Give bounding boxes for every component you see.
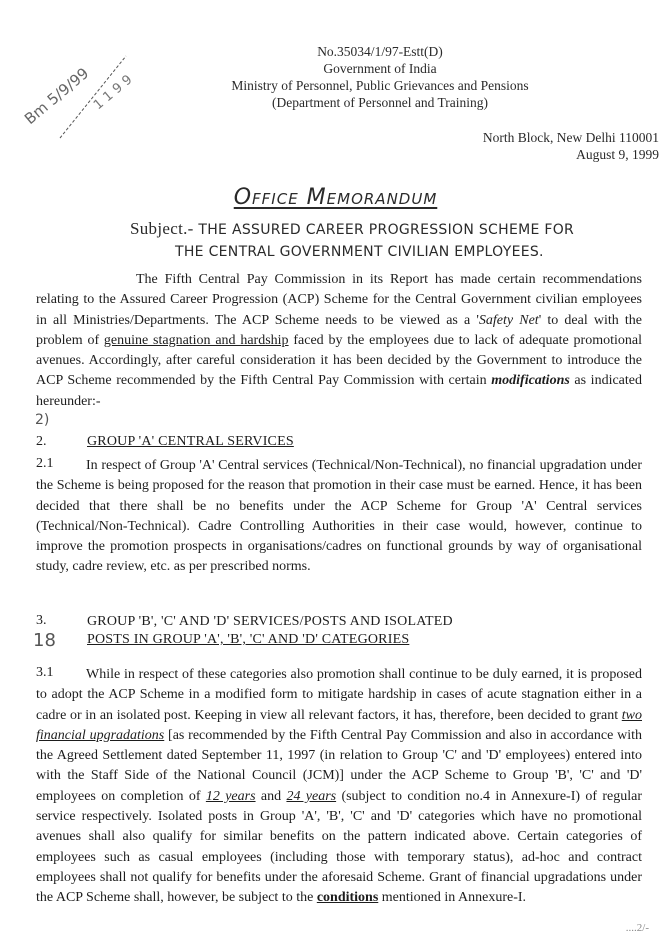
section-2-number: 2.	[36, 434, 47, 449]
handwritten-margin-number: 18	[33, 630, 56, 651]
initials-text: Bm 5/9/99	[21, 64, 93, 129]
government-name: Government of India	[323, 61, 437, 76]
modifications-term: modifications	[491, 373, 570, 389]
twelve-years-term: 12 years	[205, 788, 256, 804]
two-financial-upgradations-term: two financial upgradations	[36, 707, 642, 743]
section-2-1-paragraph: In respect of Group 'A' Central services (Technical/Non-Technical), no financial upgradation under the Scheme is being proposed for the reason that promotion in their case must be earned. Hence, it has been decided that there shall be no benefits under the ACP Scheme for Group 'A' Central services (Technical/Non-Technical). Cadre Controlling Authorities in their case would, however, continue to improve the promotion prospects in organisations/cadres on functional grounds by way of organisational study, cadre review, etc. as per prescribed norms.	[36, 458, 642, 575]
genuine-stagnation-term: genuine stagnation and hardship	[103, 332, 289, 348]
safety-net-term: Safety Net	[478, 312, 539, 328]
handwritten-initials-stamp	[8, 40, 158, 150]
ministry-name: Ministry of Personnel, Public Grievances and Pensions	[231, 78, 529, 93]
memo-date: August 9, 1999	[576, 147, 659, 162]
page-continuation: ....2/-	[625, 922, 649, 934]
intro-paragraph: The Fifth Central Pay Commission in its Report has made certain recommendations relating to the Assured Career Progression (ACP) Scheme for the Central Government civilian employees in all Ministries/Departments. The ACP Scheme needs to be viewed as a 'Safety Net' to deal with the problem of genuine stagnation and hardship faced by the employees due to lack of adequate promotional avenues. Accordingly, after careful consideration it has been decided by the Government to introduce the ACP Scheme recommended by the Fifth Central Pay Commission with certain modifications as indicated hereunder:-	[36, 272, 642, 409]
section-3-number: 3.	[36, 613, 47, 628]
twenty-four-years-term: 24 years	[286, 788, 337, 804]
office-address: North Block, New Delhi 110001	[482, 130, 659, 145]
subject-line-1: THE ASSURED CAREER PROGRESSION SCHEME FOR	[198, 222, 575, 238]
department-name: (Department of Personnel and Training)	[272, 95, 488, 110]
subject-label: Subject.-	[130, 219, 194, 238]
conditions-term: conditions	[316, 890, 379, 906]
section-3-1-number: 3.1	[36, 665, 54, 680]
section-3-heading-line-2: POSTS IN GROUP 'A', 'B', 'C' AND 'D' CATEGORIES	[87, 632, 410, 647]
document-title: Office Memorandum	[233, 185, 438, 210]
section-2-1-number: 2.1	[36, 456, 54, 471]
section-2-heading: GROUP 'A' CENTRAL SERVICES	[87, 434, 294, 449]
handwritten-mark: 2)	[35, 412, 50, 428]
section-3-heading	[87, 613, 453, 649]
section-3-heading-line-1: GROUP 'B', 'C' AND 'D' SERVICES/POSTS AND ISOLATED	[87, 614, 453, 629]
subject-line-2: THE CENTRAL GOVERNMENT CIVILIAN EMPLOYEES.	[175, 244, 544, 260]
svg-text:1 1 9 9: 1 1 9 9	[90, 72, 136, 114]
file-number: No.35034/1/97-Estt(D)	[317, 44, 443, 59]
subject	[130, 218, 650, 263]
section-3-1-paragraph: While in respect of these categories also promotion shall continue to be duly earned, it is proposed to adopt the ACP Scheme in a modified form to mitigate hardship in cases of acute stagnation either in a cadre or in an isolated post. Keeping in view all relevant factors, it has, therefore, been decided to grant two financial upgradations [as recommended by the Fifth Central Pay Commission and also in accordance with the Agreed Settlement dated September 11, 1997 (in relation to Group 'C' and 'D' employees) entered into with the Staff Side of the National Council (JCM)] under the ACP Scheme to Group 'B', 'C' and 'D' employees on completion of 12 years and 24 years (subject to condition no.4 in Annexure-I) of regular service respectively. Isolated posts in Group 'A', 'B', 'C' and 'D' categories which have no promotional avenues shall also qualify for similar benefits on the pattern indicated above. Certain categories of employees such as casual employees (including those with temporary status), ad-hoc and contract employees shall not qualify for benefits under the aforesaid Scheme. Grant of financial upgradations under the ACP Scheme shall, however, be subject to the conditions mentioned in Annexure-I.	[36, 667, 643, 906]
